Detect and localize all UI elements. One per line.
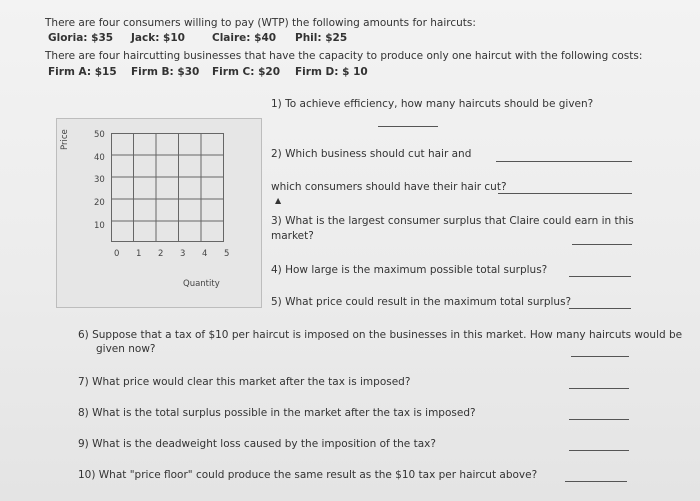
- businesses-intro: There are four haircutting businesses that have the capacity to produce only one haircut with the following costs:: [45, 50, 643, 62]
- answer-blank-2a[interactable]: [496, 161, 632, 162]
- consumer-jack: Jack: $10: [131, 32, 185, 44]
- price-quantity-grid: [111, 133, 225, 243]
- question-4: 4) How large is the maximum possible total surplus?: [271, 264, 548, 276]
- question-3-part-a: 3) What is the largest consumer surplus that Claire could earn in this: [271, 215, 634, 227]
- question-10: 10) What "price floor" could produce the same result as the $10 tax per haircut above?: [78, 469, 538, 481]
- consumer-gloria: Gloria: $35: [48, 32, 114, 44]
- answer-blank-5[interactable]: [569, 308, 631, 309]
- question-3-part-b: market?: [271, 230, 314, 242]
- answer-blank-3[interactable]: [572, 244, 632, 245]
- question-2-part-a: 2) Which business should cut hair and: [271, 148, 472, 160]
- answer-blank-4[interactable]: [569, 276, 631, 277]
- consumer-phil: Phil: $25: [295, 32, 348, 44]
- answer-blank-1[interactable]: [378, 126, 438, 127]
- x-tick: 5: [224, 249, 230, 259]
- x-tick: 4: [202, 249, 208, 259]
- question-9: 9) What is the deadweight loss caused by the imposition of the tax?: [78, 438, 436, 450]
- mouse-cursor-icon: ▲: [275, 196, 282, 205]
- x-axis-label: Quantity: [183, 279, 220, 289]
- y-tick: 20: [94, 198, 105, 208]
- x-tick: 0: [114, 249, 120, 259]
- question-2-part-b: which consumers should have their hair cut?: [271, 181, 507, 193]
- y-tick: 50: [94, 130, 105, 140]
- answer-blank-9[interactable]: [569, 450, 629, 451]
- answer-blank-6[interactable]: [571, 356, 629, 357]
- y-tick: 40: [94, 153, 105, 163]
- answer-blank-10[interactable]: [565, 481, 627, 482]
- question-6-part-b: given now?: [96, 343, 156, 355]
- firm-b: Firm B: $30: [131, 66, 200, 78]
- consumer-claire: Claire: $40: [212, 32, 277, 44]
- y-tick: 30: [94, 175, 105, 185]
- consumers-intro: There are four consumers willing to pay (WTP) the following amounts for haircuts:: [45, 17, 476, 29]
- answer-blank-2b[interactable]: [498, 193, 632, 194]
- question-1: 1) To achieve efficiency, how many haircuts should be given?: [271, 98, 594, 110]
- answer-blank-8[interactable]: [569, 419, 629, 420]
- y-axis-label: Price: [60, 129, 70, 150]
- answer-blank-7[interactable]: [569, 388, 629, 389]
- question-7: 7) What price would clear this market after the tax is imposed?: [78, 376, 411, 388]
- x-tick: 1: [136, 249, 142, 259]
- firm-a: Firm A: $15: [48, 66, 117, 78]
- y-tick: 10: [94, 221, 105, 231]
- question-8: 8) What is the total surplus possible in the market after the tax is imposed?: [78, 407, 476, 419]
- question-5: 5) What price could result in the maximum total surplus?: [271, 296, 572, 308]
- x-tick: 3: [180, 249, 186, 259]
- firm-d: Firm D: $ 10: [295, 66, 368, 78]
- firm-c: Firm C: $20: [212, 66, 281, 78]
- question-6-part-a: 6) Suppose that a tax of $10 per haircut is imposed on the businesses in this market. How many haircuts would be: [78, 329, 683, 341]
- x-tick: 2: [158, 249, 164, 259]
